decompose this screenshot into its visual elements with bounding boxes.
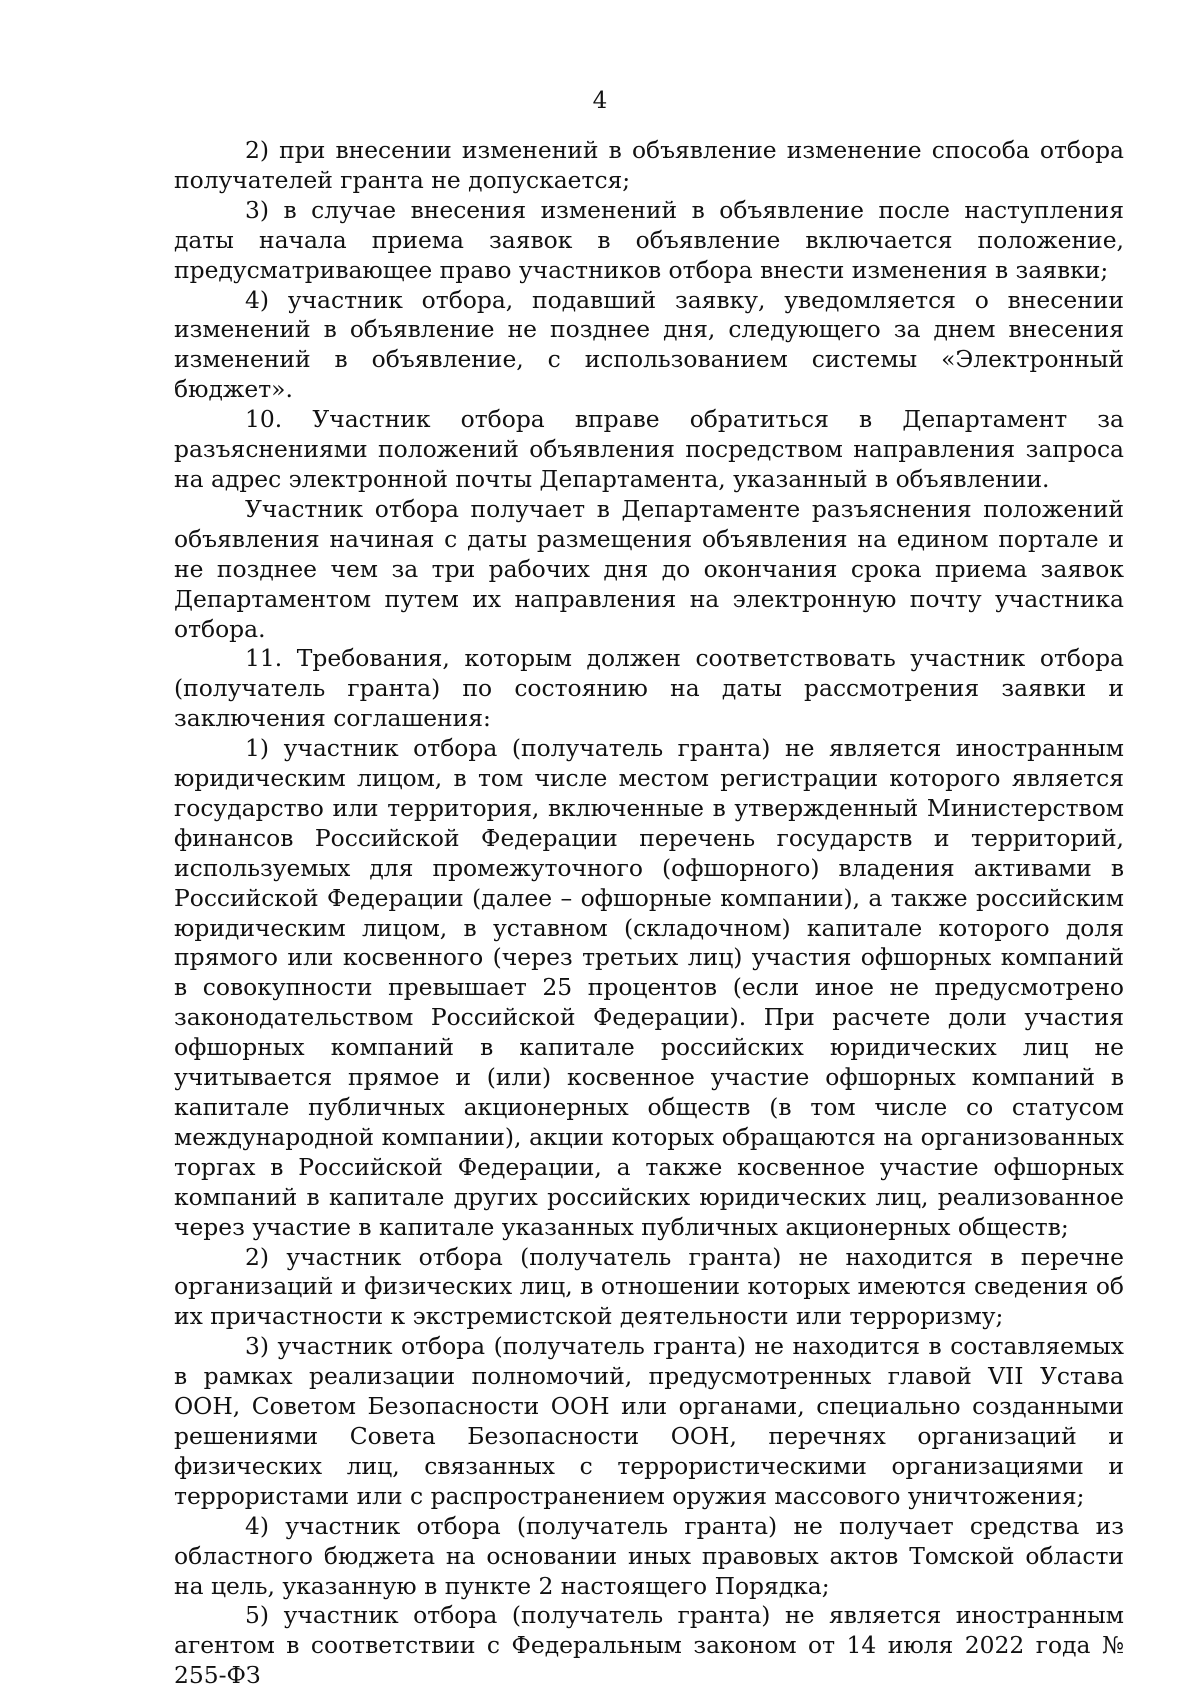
paragraph-requirement-4: 4) участник отбора (получатель гранта) не получает средства из областного бюджета на основании иных правовых актов Томской области на цель, указанную в пункте 2 настоящего Порядка; xyxy=(174,1511,1124,1600)
paragraph-clause-11: 11. Требования, которым должен соответствовать участник отбора (получатель гранта) по состоянию на даты рассмотрения заявки и заключения соглашения: xyxy=(174,644,1124,733)
paragraph-item-4: 4) участник отбора, подавший заявку, уведомляется о внесении изменений в объявление не позднее дня, следующего за днем внесения изменений в объявление, с использованием системы «Электронный бюджет». xyxy=(174,285,1124,404)
paragraph-requirement-3: 3) участник отбора (получатель гранта) не находится в составляемых в рамках реализации полномочий, предусмотренных главой VII Устава ООН, Советом Безопасности ООН или органами, специально созданными решениями Совета Безопасности ООН, перечнях организаций и физических лиц, связанных с террористическими организациями и террористами или с распространением оружия массового уничтожения; xyxy=(174,1332,1124,1510)
document-body xyxy=(174,136,1124,1691)
paragraph-item-2: 2) при внесении изменений в объявление изменение способа отбора получателей гранта не допускается; xyxy=(174,136,1124,194)
paragraph-requirement-1: 1) участник отбора (получатель гранта) не является иностранным юридическим лицом, в том числе местом регистрации которого является государство или территория, включенные в утвержденный Министерством финансов Российской Федерации перечень государств и территорий, используемых для промежуточного (офшорного) владения активами в Российской Федерации (далее – офшорные компании), а также российским юридическим лицом, в уставном (складочном) капитале которого доля прямого или косвенного (через третьих лиц) участия офшорных компаний в совокупности превышает 25 процентов (если иное не предусмотрено законодательством Российской Федерации). При расчете доли участия офшорных компаний в капитале российских юридических лиц не учитывается прямое и (или) косвенное участие офшорных компаний в капитале публичных акционерных обществ (в том числе со статусом международной компании), акции которых обращаются на организованных торгах в Российской Федерации, а также косвенное участие офшорных компаний в капитале других российских юридических лиц, реализованное через участие в капитале указанных публичных акционерных обществ; xyxy=(174,734,1124,1241)
paragraph-clarifications: Участник отбора получает в Департаменте разъяснения положений объявления начиная с даты размещения объявления на едином портале и не позднее чем за три рабочих дня до окончания срока приема заявок Департаментом путем их направления на электронную почту участника отбора. xyxy=(174,494,1124,643)
paragraph-item-3: 3) в случае внесения изменений в объявление после наступления даты начала приема заявок в объявление включается положение, предусматривающее право участников отбора внести изменения в заявки; xyxy=(174,195,1124,284)
page-number: 4 xyxy=(592,88,608,114)
paragraph-requirement-5: 5) участник отбора (получатель гранта) не является иностранным агентом в соответствии с Федеральным законом от 14 июля 2022 года № 255-ФЗ xyxy=(174,1601,1124,1690)
paragraph-requirement-2: 2) участник отбора (получатель гранта) не находится в перечне организаций и физических лиц, в отношении которых имеются сведения об их причастности к экстремистской деятельности или терроризму; xyxy=(174,1242,1124,1331)
paragraph-clause-10: 10. Участник отбора вправе обратиться в Департамент за разъяснениями положений объявления посредством направления запроса на адрес электронной почты Департамента, указанный в объявлении. xyxy=(174,405,1124,493)
